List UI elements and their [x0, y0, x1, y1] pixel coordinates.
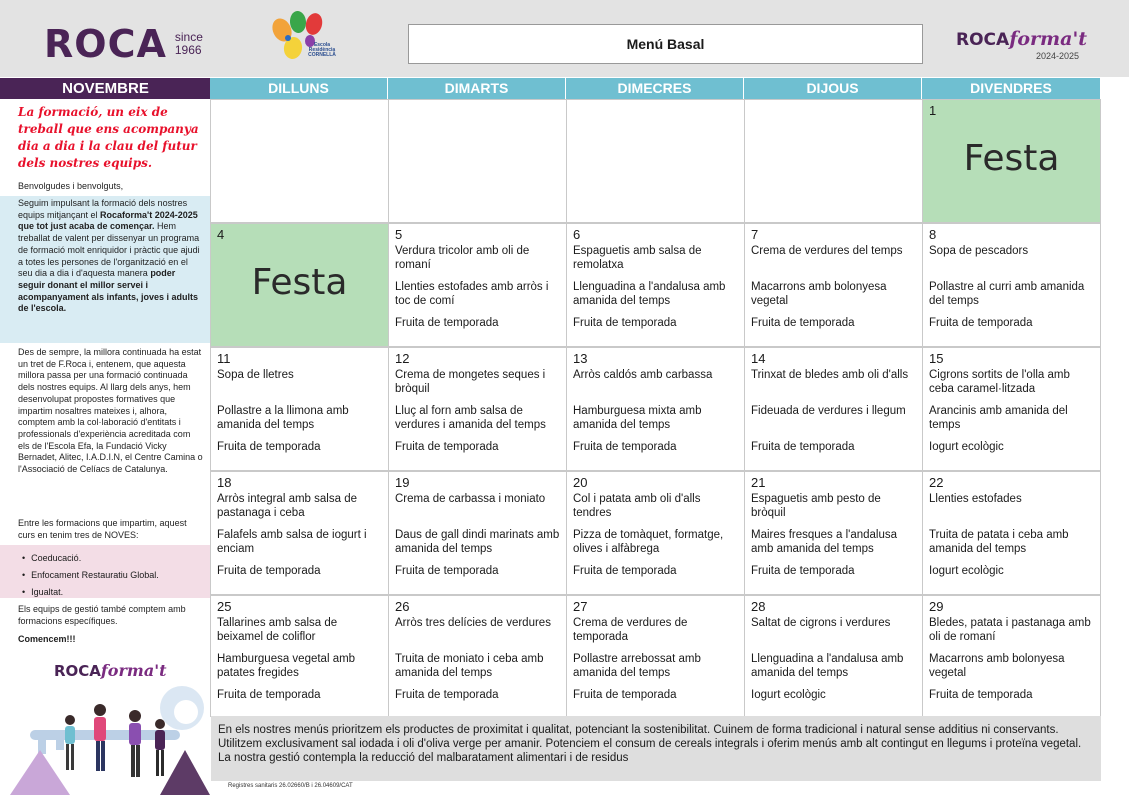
day-cell-13: [566, 347, 745, 471]
second-course: Macarrons amb bolonyesa vegetal: [751, 281, 887, 307]
day-number: 13: [573, 351, 588, 366]
roca-logo: [44, 22, 203, 66]
day-cell-1: [922, 99, 1101, 223]
day-cell-14: [744, 347, 923, 471]
first-course: Espaguetis amb salsa de remolatxa: [573, 245, 702, 271]
day-number: 28: [751, 599, 766, 614]
day-header-thu: DIJOUS: [744, 78, 922, 99]
day-number: 21: [751, 475, 766, 490]
day-number: 8: [929, 227, 937, 242]
day-cell-empty: [388, 99, 567, 223]
day-number: 6: [573, 227, 581, 242]
sidebar-paragraph-2: Des de sempre, la millora continuada ha estat un tret de F.Roca i, entenem, que aquesta millora passa per una formació continuada dels nostres equips. Al llarg dels anys, hem desenvolupat propostes formatives que impartim nosaltres mateixes i, alhora, comptem amb la col·laboració d'entitats i professionals d'experiència acreditada com els de l'Escola Efa, la Fundació Vicky Bernadet, Alitec, I.A.D.I.N, el Centre Camina o l'Associació de Celíacs de Catalunya.: [18, 347, 203, 475]
rocaformat-logo-b: forma't: [1009, 28, 1088, 50]
day-cell-26: [388, 595, 567, 717]
first-course: Arròs tres delícies de verdures: [395, 617, 551, 629]
day-number: 27: [573, 599, 588, 614]
day-cell-15: [922, 347, 1101, 471]
first-course: Arròs integral amb salsa de pastanaga i ceba: [217, 493, 357, 519]
sidebar-paragraph-1: [18, 198, 204, 315]
dessert: Fruita de temporada: [573, 441, 677, 453]
dessert: Iogurt ecològic: [751, 689, 826, 701]
day-cell-6: [566, 223, 745, 347]
first-course: Saltat de cigrons i verdures: [751, 617, 891, 629]
sidebar-tagline: La formació, un eix de treball que ens acompanya dia a dia i la clau del futur dels nostres equips.: [18, 105, 199, 170]
day-cell-18: [210, 471, 389, 595]
day-number: 18: [217, 475, 232, 490]
day-cell-11: [210, 347, 389, 471]
sidebar-greeting: Benvolgudes i benvolguts,: [18, 181, 124, 191]
people-key-illustration: [10, 680, 210, 795]
para1-d: poder seguir donant el millor servei i acompanyament als infants, joves i adults de l'escola.: [18, 268, 199, 314]
rocaformat-logo-a: ROCA: [956, 30, 1010, 50]
second-course: Pizza de tomàquet, formatge, olives i alfàbrega: [573, 529, 724, 555]
dessert: Fruita de temporada: [217, 689, 321, 701]
day-number: 7: [751, 227, 759, 242]
day-cell-29: [922, 595, 1101, 717]
first-course: Sopa de lletres: [217, 369, 294, 381]
list-item: • Coeducació.: [22, 550, 208, 567]
sidebar-rocaformat-logo: [54, 661, 167, 681]
dessert: Fruita de temporada: [217, 441, 321, 453]
first-course: Tallarines amb salsa de beixamel de coliflor: [217, 617, 338, 643]
dessert: Fruita de temporada: [573, 689, 677, 701]
dessert: Fruita de temporada: [751, 317, 855, 329]
first-course: Crema de verdures de temporada: [573, 617, 688, 643]
day-cell-20: [566, 471, 745, 595]
menu-title: Menú Basal: [408, 24, 923, 64]
day-number: 12: [395, 351, 410, 366]
holiday-label: Festa: [963, 138, 1060, 179]
month-title: NOVEMBRE: [0, 78, 211, 99]
first-course: Sopa de pescadors: [929, 245, 1029, 257]
day-cell-7: [744, 223, 923, 347]
first-course: Bledes, patata i pastanaga amb oli de romaní: [929, 617, 1091, 643]
second-course: Truita de patata i ceba amb amanida del temps: [929, 529, 1069, 555]
program-year: 2024-2025: [1036, 51, 1080, 61]
day-number: 4: [217, 227, 225, 242]
second-course: Daus de gall dindi marinats amb amanida del temps: [395, 529, 560, 555]
first-course: Verdura tricolor amb oli de romaní: [395, 245, 530, 271]
brand-since: [175, 31, 203, 57]
day-cell-21: [744, 471, 923, 595]
dessert: Fruita de temporada: [573, 317, 677, 329]
second-course: Llenguadina a l'andalusa amb amanida del temps: [573, 281, 726, 307]
second-course: Lluç al forn amb salsa de verdures i amanida del temps: [395, 405, 546, 431]
day-header-fri: DIVENDRES: [922, 78, 1101, 99]
sidebar-logo-a: ROCA: [54, 662, 101, 680]
second-course: Hamburguesa vegetal amb patates fregides: [217, 653, 356, 679]
first-course: Col i patata amb oli d'alls tendres: [573, 493, 701, 519]
second-course: Pollastre al curri amb amanida del temps: [929, 281, 1085, 307]
day-header-tue: DIMARTS: [388, 78, 566, 99]
para1-b: Rocaforma't 2024-2025 que tot just acaba de començar.: [18, 209, 198, 232]
list-item: • Enfocament Restauratiu Global.: [22, 567, 208, 584]
second-course: Falafels amb salsa de iogurt i enciam: [217, 529, 367, 555]
day-number: 14: [751, 351, 766, 366]
school-hands-logo: [268, 8, 340, 70]
dessert: Iogurt ecològic: [929, 441, 1004, 453]
second-course: Macarrons amb bolonyesa vegetal: [929, 653, 1065, 679]
para1-c: Hem treballat de valent per dissenyar un programa de formació molt enriquidor i pràctic que ajudi a totes les persones de l'organització en el seu dia a dia i d'aquesta manera: [18, 221, 200, 279]
sidebar-paragraph-3: Entre les formacions que impartim, aquest curs en tenim tres de NOVES:: [18, 518, 187, 540]
day-cell-27: [566, 595, 745, 717]
day-cell-empty: [210, 99, 389, 223]
dessert: Fruita de temporada: [929, 689, 1033, 701]
day-cell-19: [388, 471, 567, 595]
list-item: • Igualtat.: [22, 584, 208, 601]
second-course: Pollastre a la llimona amb amanida del temps: [217, 405, 349, 431]
dessert: Fruita de temporada: [395, 441, 499, 453]
sidebar-paragraph-4: Els equips de gestió també comptem amb formacions específiques.: [18, 604, 186, 626]
day-cell-empty: [566, 99, 745, 223]
dessert: Fruita de temporada: [751, 441, 855, 453]
dessert: Fruita de temporada: [217, 565, 321, 577]
rocaformat-logo: [956, 28, 1087, 50]
second-course: Fideuada de verdures i llegum: [751, 405, 906, 417]
dessert: Fruita de temporada: [395, 689, 499, 701]
since-year: 1966: [174, 43, 202, 57]
first-course: Cigrons sortits de l'olla amb ceba caramel·litzada: [929, 369, 1070, 395]
first-course: Llenties estofades: [929, 493, 1022, 505]
day-cell-empty: [744, 99, 923, 223]
sustainability-note: En els nostres menús prioritzem els productes de proximitat i qualitat, potenciant la sostenibilitat. Cuinem de forma tradicional i natural sense additius ni conservants. Utilitzem exclusivament sal iodada i oli d'oliva verge per amanir. Potenciem el consum de cereals integrals i oferim menús amb alt contingut en llegums i proteïna vegetal. La nostra gestió contempla la reducció del malbaratament alimentari i de residus: [211, 716, 1101, 781]
day-number: 25: [217, 599, 232, 614]
school-name: Escola Residència CORNELLÀ: [308, 42, 336, 58]
day-number: 15: [929, 351, 944, 366]
day-number: 20: [573, 475, 588, 490]
day-number: 5: [395, 227, 403, 242]
second-course: Llenties estofades amb arròs i toc de comí: [395, 281, 549, 307]
day-cell-4: [210, 223, 389, 347]
second-course: Truita de moniato i ceba amb amanida del temps: [395, 653, 544, 679]
second-course: Pollastre arrebossat amb amanida del temps: [573, 653, 701, 679]
first-course: Trinxat de bledes amb oli d'alls: [751, 369, 909, 381]
first-course: Arròs caldós amb carbassa: [573, 369, 713, 381]
since-label: since: [174, 30, 203, 44]
sidebar-logo-b: forma't: [100, 661, 167, 680]
first-course: Crema de verdures del temps: [751, 245, 903, 257]
second-course: Llenguadina a l'andalusa amb amanida del temps: [751, 653, 904, 679]
day-number: 1: [929, 103, 937, 118]
dessert: Fruita de temporada: [395, 565, 499, 577]
day-cell-25: [210, 595, 389, 717]
day-header-wed: DIMECRES: [566, 78, 744, 99]
second-course: Hamburguesa mixta amb amanida del temps: [573, 405, 702, 431]
first-course: Crema de carbassa i moniato: [395, 493, 546, 505]
holiday-label: Festa: [251, 262, 348, 303]
new-courses-list: [22, 550, 208, 601]
day-number: 29: [929, 599, 944, 614]
day-cell-28: [744, 595, 923, 717]
para1-a: Seguim impulsant la formació dels nostres equips mitjançant el: [18, 198, 188, 220]
day-header-mon: DILLUNS: [210, 78, 388, 99]
second-course: Arancinis amb amanida del temps: [929, 405, 1068, 431]
second-course: Maires fresques a l'andalusa amb amanida del temps: [751, 529, 898, 555]
day-number: 26: [395, 599, 410, 614]
sidebar-closing: Comencem!!!: [18, 634, 76, 644]
day-cell-8: [922, 223, 1101, 347]
day-number: 22: [929, 475, 944, 490]
health-registry: Registres sanitaris 26.02660/B i 26.04609/CAT: [228, 783, 353, 789]
first-course: Espaguetis amb pesto de bròquil: [751, 493, 881, 519]
day-number: 19: [395, 475, 410, 490]
dessert: Fruita de temporada: [395, 317, 499, 329]
day-cell-5: [388, 223, 567, 347]
first-course: Crema de mongetes seques i bròquil: [395, 369, 546, 395]
brand-name: ROCA: [44, 22, 167, 66]
dessert: Fruita de temporada: [751, 565, 855, 577]
day-cell-22: [922, 471, 1101, 595]
day-number: 11: [217, 351, 231, 366]
dessert: Fruita de temporada: [929, 317, 1033, 329]
dessert: Iogurt ecològic: [929, 565, 1004, 577]
dessert: Fruita de temporada: [573, 565, 677, 577]
day-cell-12: [388, 347, 567, 471]
